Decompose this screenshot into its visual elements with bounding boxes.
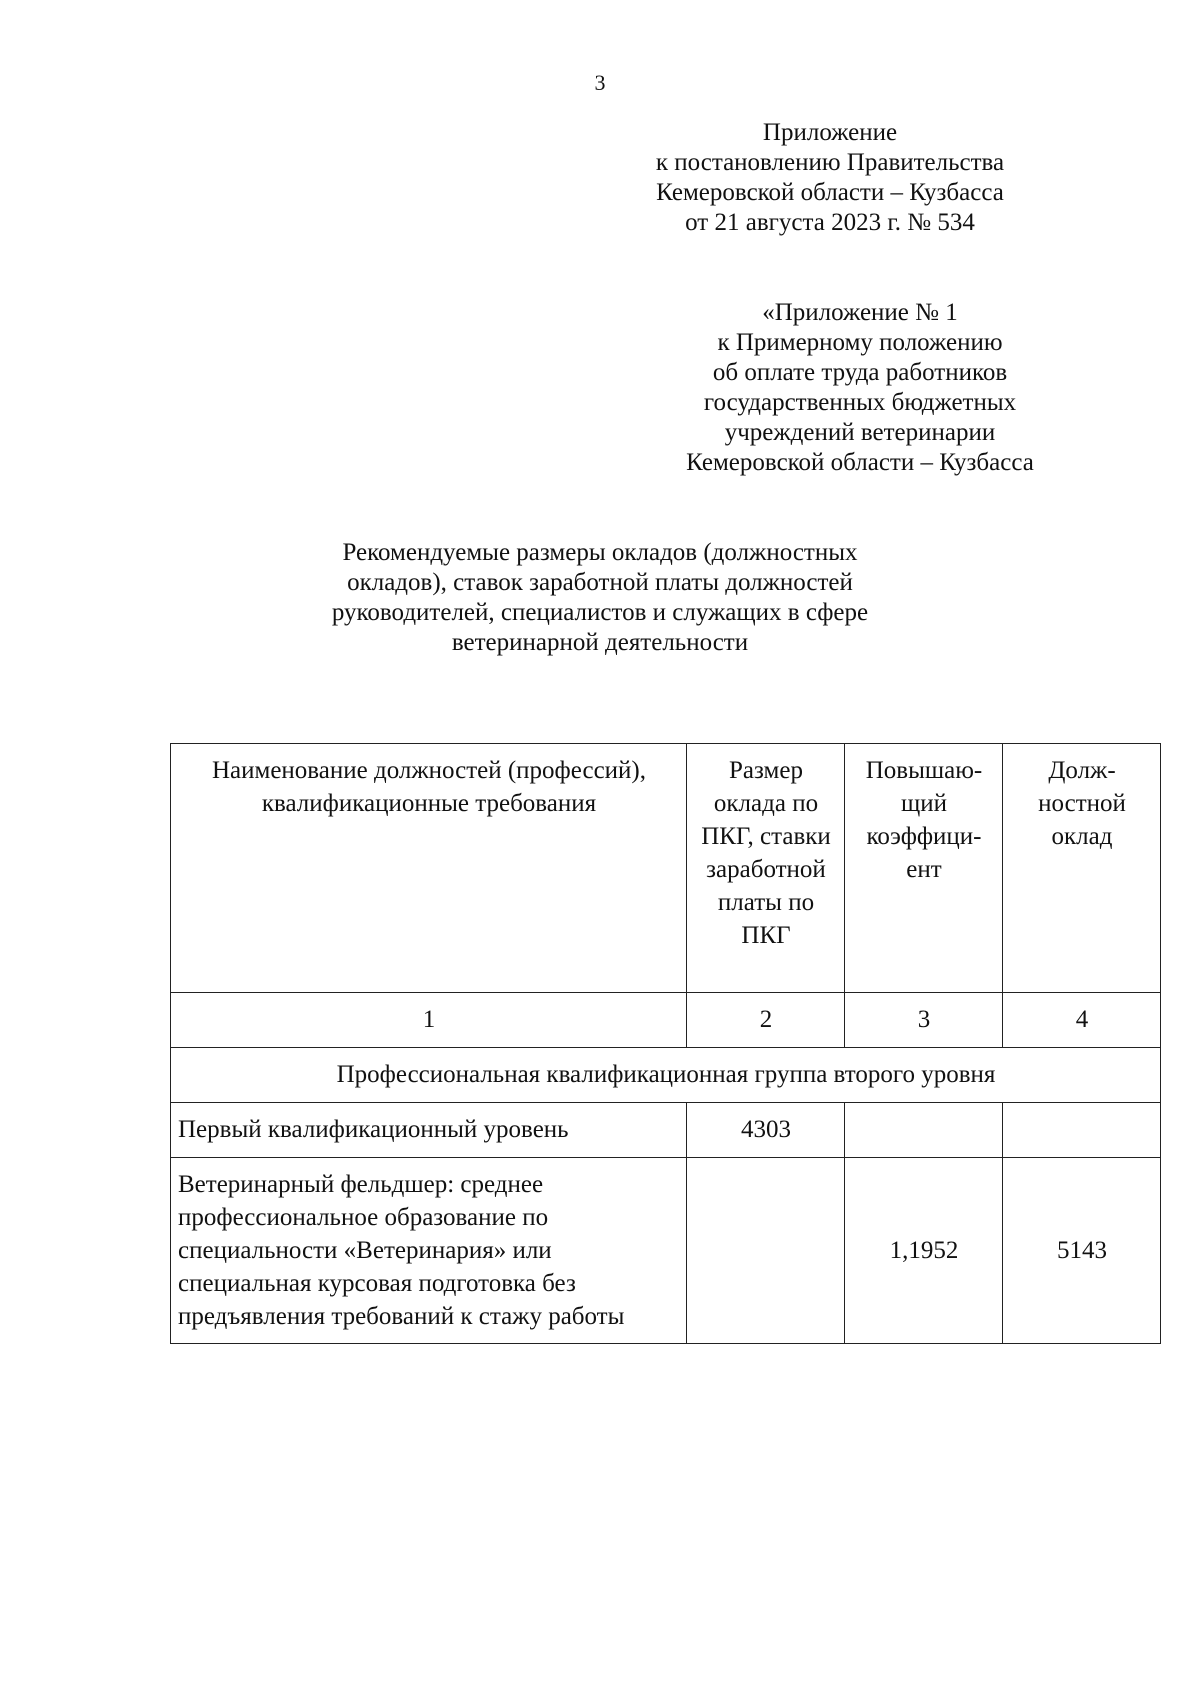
document-title [250,538,950,658]
table-column-numbers-row [171,993,1161,1048]
title-line: Рекомендуемые размеры окладов (должностных [342,539,858,566]
table-header-row [171,744,1161,993]
column-number: 2 [687,993,845,1048]
level-name: Первый квалификационный уровень [171,1103,687,1158]
table-row [171,1103,1161,1158]
appendix-line: «Приложение № 1 [762,299,958,326]
level-coefficient [845,1103,1003,1158]
appendix-line: государственных бюджетных [703,389,1017,416]
column-number: 4 [1003,993,1161,1048]
header-base-salary: Размер оклада по ПКГ, ставки заработной платы по ПКГ [687,744,845,993]
position-name: Ветеринарный фельдшер: среднее профессиональное образование по специальности «Ветеринария» или специальная курсовая подготовка без предъявления требований к стажу работы [171,1158,687,1344]
column-number: 1 [171,993,687,1048]
level-salary [1003,1103,1161,1158]
group-title: Профессиональная квалификационная группа второго уровня [171,1048,1161,1103]
table-group-row [171,1048,1161,1103]
appendix-line: об оплате труда работников [712,359,1008,386]
title-line: окладов), ставок заработной платы должностей [347,569,853,596]
approval-line: Кемеровской области – Кузбасса [656,179,1004,206]
position-salary: 5143 [1003,1158,1161,1344]
level-base-salary: 4303 [687,1103,845,1158]
appendix-line: к Примерному положению [717,329,1003,356]
salary-table [170,743,1161,1344]
approval-line: к постановлению Правительства [655,149,1005,176]
appendix-line: Кемеровской области – Кузбасса [686,449,1034,476]
title-line: ветеринарной деятельности [451,629,749,656]
title-line: руководителей, специалистов и служащих в сфере [331,599,869,626]
column-number: 3 [845,993,1003,1048]
position-coefficient: 1,1952 [845,1158,1003,1344]
appendix-line: учреждений ветеринарии [724,419,996,446]
table-row [171,1158,1161,1344]
header-coefficient: Повышаю-щий коэффици-ент [845,744,1003,993]
header-position-name: Наименование должностей (профессий), квалификационные требования [171,744,687,993]
approval-block [620,118,1040,238]
page-number: 3 [594,70,606,95]
appendix-block [630,298,1090,478]
approval-line: Приложение [762,119,898,146]
approval-line: от 21 августа 2023 г. № 534 [685,209,975,236]
position-base-salary [687,1158,845,1344]
header-salary: Долж-ностной оклад [1003,744,1161,993]
